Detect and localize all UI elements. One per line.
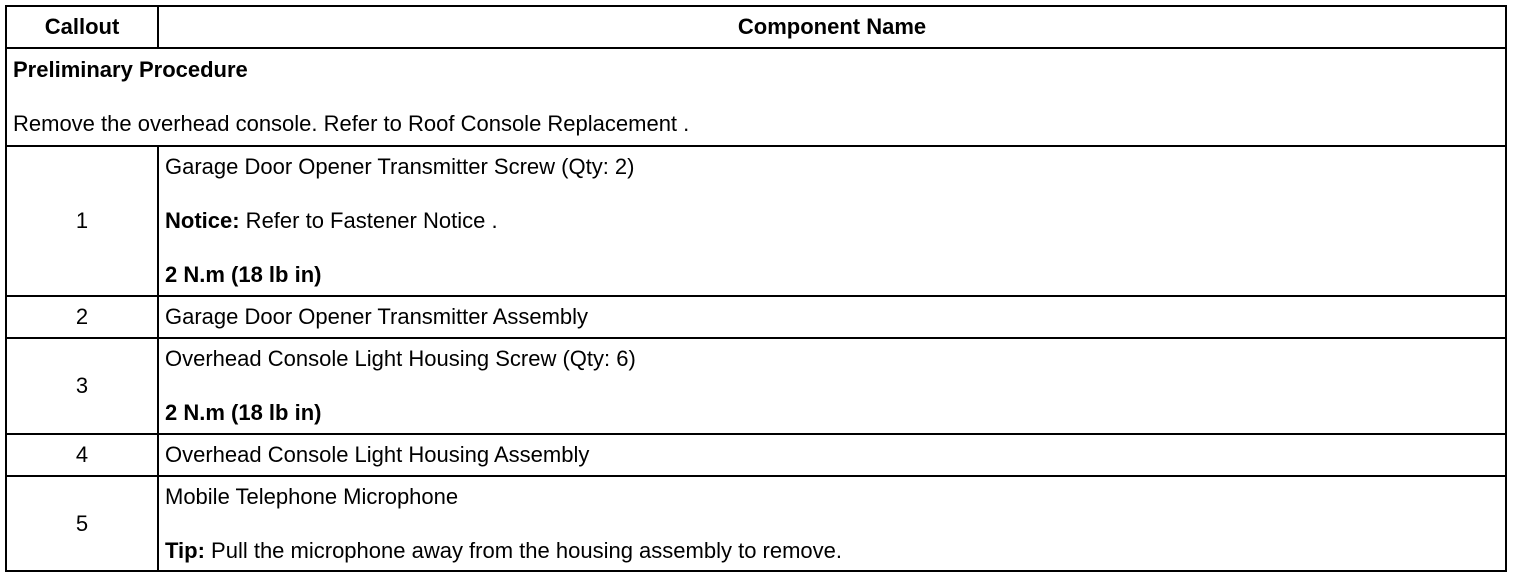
preliminary-text: Remove the overhead console. Refer to Roof Console Replacement .	[13, 111, 690, 136]
component-cell	[158, 476, 1506, 571]
table-row	[6, 476, 1506, 571]
component-name: Mobile Telephone Microphone	[165, 483, 459, 509]
tip-label: Tip:	[165, 537, 205, 563]
table-row	[6, 338, 1506, 434]
component-name: Garage Door Opener Transmitter Assembly	[165, 304, 589, 329]
notice-label: Notice:	[165, 208, 240, 233]
preliminary-row	[6, 48, 1506, 146]
preliminary-title: Preliminary Procedure	[13, 57, 248, 82]
tip-text: Pull the microphone away from the housing assembly to remove.	[204, 537, 843, 563]
component-cell	[158, 434, 1506, 476]
notice-line	[165, 208, 1499, 234]
torque-spec: 2 N.m (18 lb in)	[165, 262, 322, 287]
callout-cell: 4	[6, 434, 158, 476]
component-name: Overhead Console Light Housing Screw (Qty: 6)	[165, 346, 636, 371]
callout-header: Callout	[6, 6, 158, 48]
torque-spec: 2 N.m (18 lb in)	[165, 400, 322, 425]
callout-cell: 3	[6, 338, 158, 434]
component-name: Garage Door Opener Transmitter Screw (Qty: 2)	[165, 154, 635, 179]
component-cell	[158, 146, 1506, 296]
tip-line	[165, 538, 1499, 564]
table-row	[6, 296, 1506, 338]
header-row	[6, 6, 1506, 48]
notice-text: Refer to Fastener Notice .	[239, 208, 498, 233]
component-header: Component Name	[158, 6, 1506, 48]
component-cell	[158, 296, 1506, 338]
component-cell	[158, 338, 1506, 434]
callout-cell: 5	[6, 476, 158, 571]
table-row	[6, 434, 1506, 476]
component-table	[5, 5, 1507, 572]
callout-cell: 2	[6, 296, 158, 338]
component-name: Overhead Console Light Housing Assembly	[165, 442, 590, 467]
table-row	[6, 146, 1506, 296]
preliminary-cell	[6, 48, 1506, 146]
callout-cell: 1	[6, 146, 158, 296]
